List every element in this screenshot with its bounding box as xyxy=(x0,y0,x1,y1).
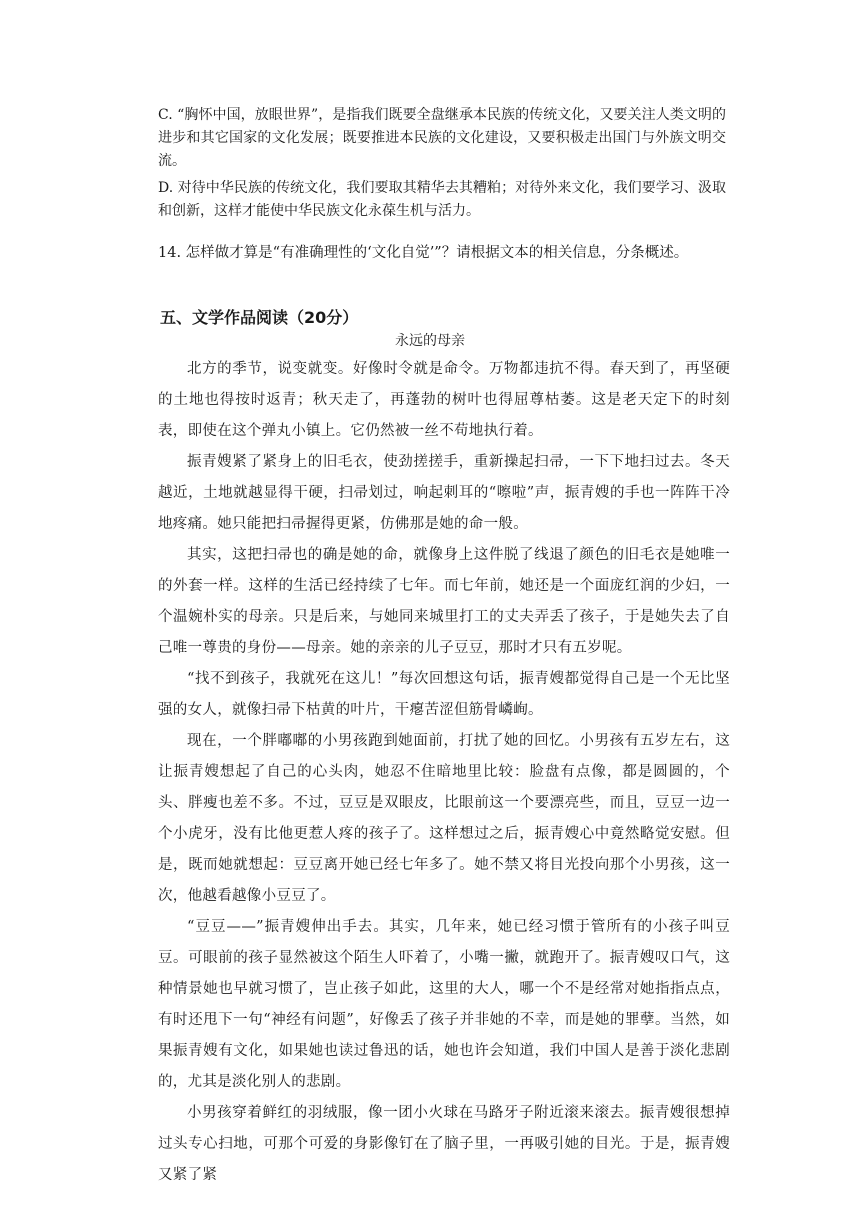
paragraph-4: “找不到孩子，我就死在这儿！”每次回想这句话，振青嫂都觉得自己是一个无比坚强的女人，就像扫帚下枯黄的叶片，干瘪苦涩但筋骨嶙峋。 xyxy=(158,671,730,718)
paragraph-6: “豆豆——”振青嫂伸出手去。其实，几年来，她已经习惯于管所有的小孩子叫豆豆。可眼前的孩子显然被这个陌生人吓着了，小嘴一撇，就跑开了。振青嫂叹口气，这种情景她也早就习惯了，岂止孩子如此，这里的大人，哪一个不是经常对她指指点点，有时还甩下一句“神经有问题”，好像丢了孩子并非她的不幸，而是她的罪孽。当然，如果振青嫂有文化，如果她也读过鲁迅的话，她也许会知道，我们中国人是善于淡化悲剧的，尤其是淡化别人的悲剧。 xyxy=(158,919,730,1090)
article-title: 永远的母亲 xyxy=(395,333,465,349)
option-d: D. 对待中华民族的传统文化，我们要取其精华去其糟粕；对待外来文化，我们要学习、汲取和创新，这样才能使中华民族文化永葆生机与活力。 xyxy=(158,180,726,219)
paragraph-2: 振青嫂紧了紧身上的旧毛衣，使劲搓搓手，重新操起扫帚，一下下地扫过去。冬天越近，土地就越显得干硬，扫帚划过，响起刺耳的“嚓啦”声，振青嫂的手也一阵阵干冷地疼痛。她只能把扫帚握得更紧，仿佛那是她的命一般。 xyxy=(158,454,730,532)
paragraph-5: 现在，一个胖嘟嘟的小男孩跑到她面前，打扰了她的回忆。小男孩有五岁左右，这让振青嫂想起了自己的心头肉，她忍不住暗地里比较：脸盘有点像，都是圆圆的，个头、胖瘦也差不多。不过，豆豆是双眼皮，比眼前这一个要漂亮些，而且，豆豆一边一个小虎牙，没有比他更惹人疼的孩子了。这样想过之后，振青嫂心中竟然略觉安慰。但是，既而她就想起：豆豆离开她已经七年多了。她不禁又将目光投向那个小男孩，这一次，他越看越像小豆豆了。 xyxy=(158,733,730,904)
question-14: 14. 怎样做才算是“有准确理性的‘文化自觉’”？请根据文本的相关信息，分条概述。 xyxy=(158,245,689,261)
paragraph-1: 北方的季节，说变就变。好像时令就是命令。万物都违抗不得。春天到了，再坚硬的土地也得按时返青；秋天走了，再蓬勃的树叶也得屈尊枯萎。这是老天定下的时刻表，即使在这个弹丸小镇上。它仍然被一丝不苟地执行着。 xyxy=(158,361,730,439)
paragraph-7: 小男孩穿着鲜红的羽绒服，像一团小火球在马路牙子附近滚来滚去。振青嫂很想掉过头专心扫地，可那个可爱的身影像钉在了脑子里，一再吸引她的目光。于是，振青嫂又紧了紧 xyxy=(158,1105,730,1183)
option-c: C. “胸怀中国，放眼世界”，是指我们既要全盘继承本民族的传统文化，又要关注人类文明的进步和其它国家的文化发展；既要推进本民族的文化建设，又要积极走出国门与外族文明交流。 xyxy=(158,107,726,169)
paragraph-3: 其实，这把扫帚也的确是她的命，就像身上这件脱了线退了颜色的旧毛衣是她唯一的外套一样。这样的生活已经持续了七年。而七年前，她还是一个面庞红润的少妇，一个温婉朴实的母亲。只是后来，与她同来城里打工的丈夫弄丢了孩子，于是她失去了自己唯一尊贵的身份——母亲。她的亲亲的儿子豆豆，那时才只有五岁呢。 xyxy=(158,547,730,656)
article-body xyxy=(158,354,730,1191)
section-heading: 五、文学作品阅读（20分） xyxy=(160,308,359,327)
